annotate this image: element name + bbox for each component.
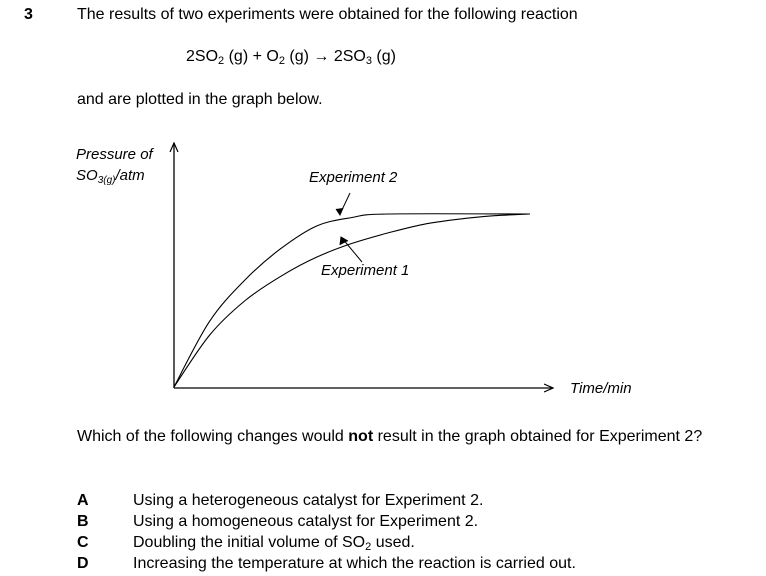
prompt-after: result in the graph obtained for Experiment 2? xyxy=(373,428,703,445)
option-a[interactable] xyxy=(77,490,576,511)
eq-reactant-2: (g) + O xyxy=(224,48,279,65)
option-d[interactable] xyxy=(77,553,576,574)
eq-product-state: (g) xyxy=(371,48,396,65)
eq-reactant-1: 2SO xyxy=(186,48,219,65)
experiment-2-pointer-head xyxy=(336,208,343,215)
option-c-text-before: Doubling the initial volume of SO xyxy=(133,534,366,551)
answer-options xyxy=(77,490,576,574)
prompt-bold: not xyxy=(348,428,374,445)
y-axis-label-unit: /atm xyxy=(115,167,145,184)
series-experiment-1-label: Experiment 1 xyxy=(321,262,410,279)
option-b-text: Using a homogeneous catalyst for Experiment 2. xyxy=(133,513,479,530)
series-experiment-2-label: Experiment 2 xyxy=(309,169,398,186)
option-c-text-sub: 2 xyxy=(365,541,372,553)
series-experiment-1-line xyxy=(174,214,530,387)
option-a-text: Using a heterogeneous catalyst for Experiment 2. xyxy=(133,492,484,509)
plotted-text: and are plotted in the graph below. xyxy=(77,91,323,108)
option-b-letter: B xyxy=(77,513,89,530)
option-d-text: Increasing the temperature at which the reaction is carried out. xyxy=(133,555,576,572)
y-axis-label-line2 xyxy=(76,167,145,184)
eq-reactant-2-sub: 2 xyxy=(278,55,285,67)
y-axis-label-sub: 3(g) xyxy=(97,175,116,186)
series-experiment-2-line xyxy=(174,214,530,387)
option-c[interactable] xyxy=(77,532,576,553)
option-a-letter: A xyxy=(77,492,89,509)
option-c-text xyxy=(133,532,415,553)
eq-reactant-1-sub: 2 xyxy=(218,55,225,67)
eq-product: (g) → 2SO xyxy=(284,48,366,65)
question-number: 3 xyxy=(24,6,33,23)
prompt-before: Which of the following changes would xyxy=(77,428,349,445)
y-axis-label-species: SO xyxy=(76,167,98,184)
option-c-text-after: used. xyxy=(371,534,415,551)
eq-product-sub: 3 xyxy=(365,55,372,67)
option-b[interactable] xyxy=(77,511,576,532)
x-axis-label: Time/min xyxy=(570,380,632,397)
question-intro: The results of two experiments were obtained for the following reaction xyxy=(77,6,578,23)
question-prompt xyxy=(77,427,737,446)
y-axis-label-line1: Pressure of xyxy=(76,146,153,163)
option-d-letter: D xyxy=(77,555,89,572)
option-c-letter: C xyxy=(77,534,89,551)
